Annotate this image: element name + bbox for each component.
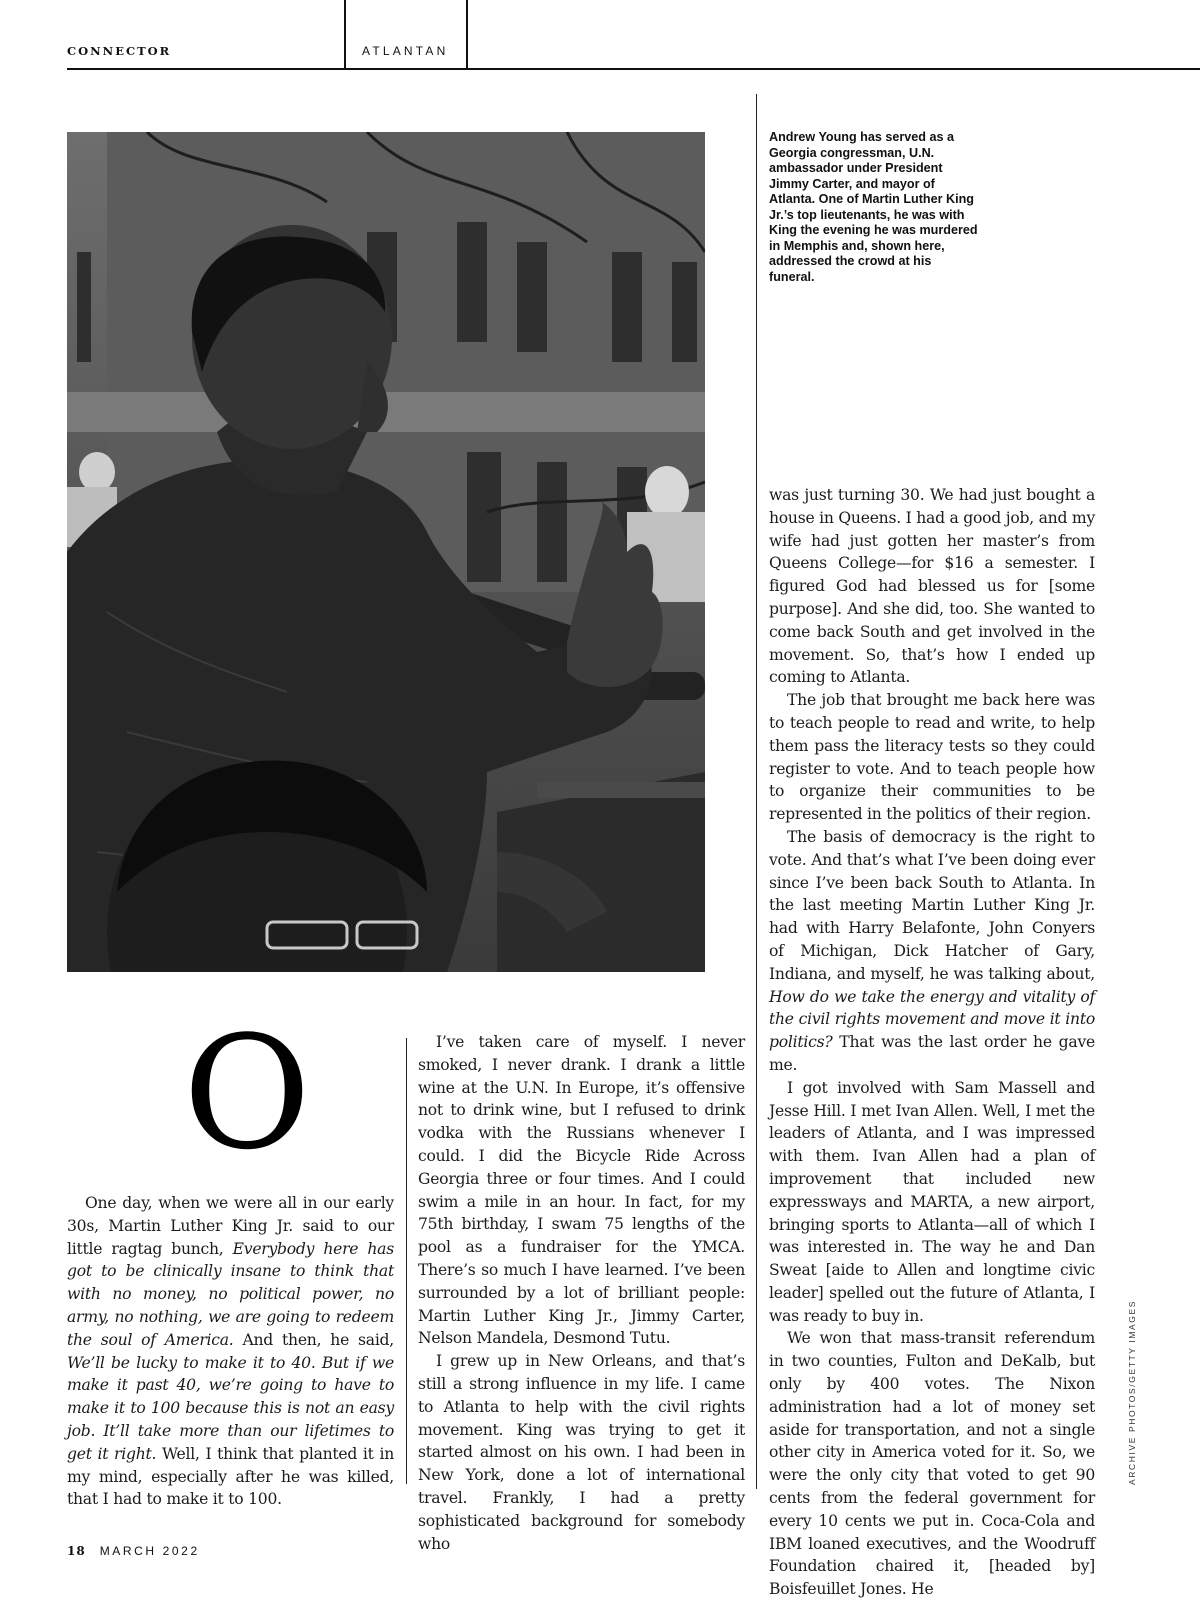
article-column-1 [67,1192,394,1511]
header-divider [466,0,468,69]
portrait-photo [67,132,705,972]
magazine-name: ATLANTAN [362,44,449,58]
paragraph: was just turning 30. We had just bought a house in Queens. I had a good job, and my wife had just gotten her master’s from Queens College—for $16 a semester. I figured God had blessed us for [some purpose]. And she did, too. She wanted to come back South and get involved in the movement. So, that’s how I ended up coming to Atlanta. [769,486,1095,687]
column-rule [406,1038,407,1484]
paragraph: The job that brought me back here was to teach people to read and write, to help them pass the literacy tests so they could register to vote. And to teach people how to organize their communities to be represented in the politics of their region. [769,691,1095,824]
page-number: 18 [67,1544,86,1558]
photo-caption: Andrew Young has served as a Georgia congressman, U.N. ambassador under President Jimmy Carter, and mayor of Atlanta. One of Martin Luther King Jr.’s top lieutenants, he was with King the evening he was murdered in Memphis and, shown here, addressed the crowd at his funeral. [769,130,978,284]
header-divider [344,0,346,69]
folio [67,1544,200,1558]
article-column-2 [418,1031,745,1555]
paragraph: I grew up in New Orleans, and that’s still a strong influence in my life. I came to Atlanta to help with the civil rights movement. King was trying to get it started almost on his own. I had been in New York, done a lot of international travel. Frankly, I had a pretty sophisticated background for somebody who [418,1352,745,1553]
paragraph: I’ve taken care of myself. I never smoked, I never drank. I drank a little wine at the U.N. In Europe, it’s offensive not to drink wine, but I refused to drink vodka with the Russians whenever I could. I did the Bicycle Ride Across Georgia three or four times. And I could swim a mile in an hour. In fact, for my 75th birthday, I swam 75 lengths of the pool as a fundraiser for the YMCA. There’s so much I have learned. I’ve been surrounded by a lot of brilliant people: Martin Luther King Jr., Jimmy Carter, Nelson Mandela, Desmond Tutu. [418,1033,745,1348]
photo-credit: ARCHIVE PHOTOS/GETTY IMAGES [1127,1299,1137,1485]
drop-cap: O [183,1002,311,1184]
article-column-3 [769,484,1095,1601]
section-label: CONNECTOR [67,44,172,58]
paragraph: The basis of democracy is the right to vote. And that’s what I’ve been doing ever since I’ve been back South to Atlanta. In the last meeting Martin Luther King Jr. had with Harry Belafonte, John Conyers of Michigan, Dick Hatcher of Gary, Indiana, and myself, he was talking about, How do we take the energy and vitality of the civil rights movement and move it into politics? That was the last order he gave me. [769,827,1095,1074]
paragraph: One day, when we were all in our early 30s, Martin Luther King Jr. said to our little ragtag bunch, Everybody here has got to be clinically insane to think that with no money, no political power, no army, no nothing, we are going to redeem the soul of America. And then, he said, We’ll be lucky to make it to 40. But if we make it past 40, we’re going to have to make it to 100 because this is not an easy job. It’ll take more than our lifetimes to get it right. Well, I think that planted it in my mind, especially after he was killed, that I had to make it to 100. [67,1194,394,1509]
header-rule [67,68,1200,70]
paragraph: I got involved with Sam Massell and Jesse Hill. I met Ivan Allen. Well, I met the leaders of Atlanta, and I was impressed with them. Ivan Allen had a plan of improvement that included new expressways and MARTA, a new airport, bringing sports to Atlanta—all of which I was interested in. The way he and Dan Sweat [aide to Allen and longtime civic leader] spelled out the future of Atlanta, I was ready to buy in. [769,1078,1095,1325]
issue-date: MARCH 2022 [99,1544,200,1558]
paragraph: We won that mass-transit referendum in two counties, Fulton and DeKalb, but only by 400 votes. The Nixon administration had a lot of money set aside for transportation, and not a single other city in America voted for it. So, we were the only city that voted to get 90 cents from the federal government for every 10 cents we put in. Coca-Cola and IBM loaned executives, and the Woodruff Foundation chaired it, [headed by] Boisfeuillet Jones. He [769,1329,1095,1599]
column-rule [756,94,757,1489]
